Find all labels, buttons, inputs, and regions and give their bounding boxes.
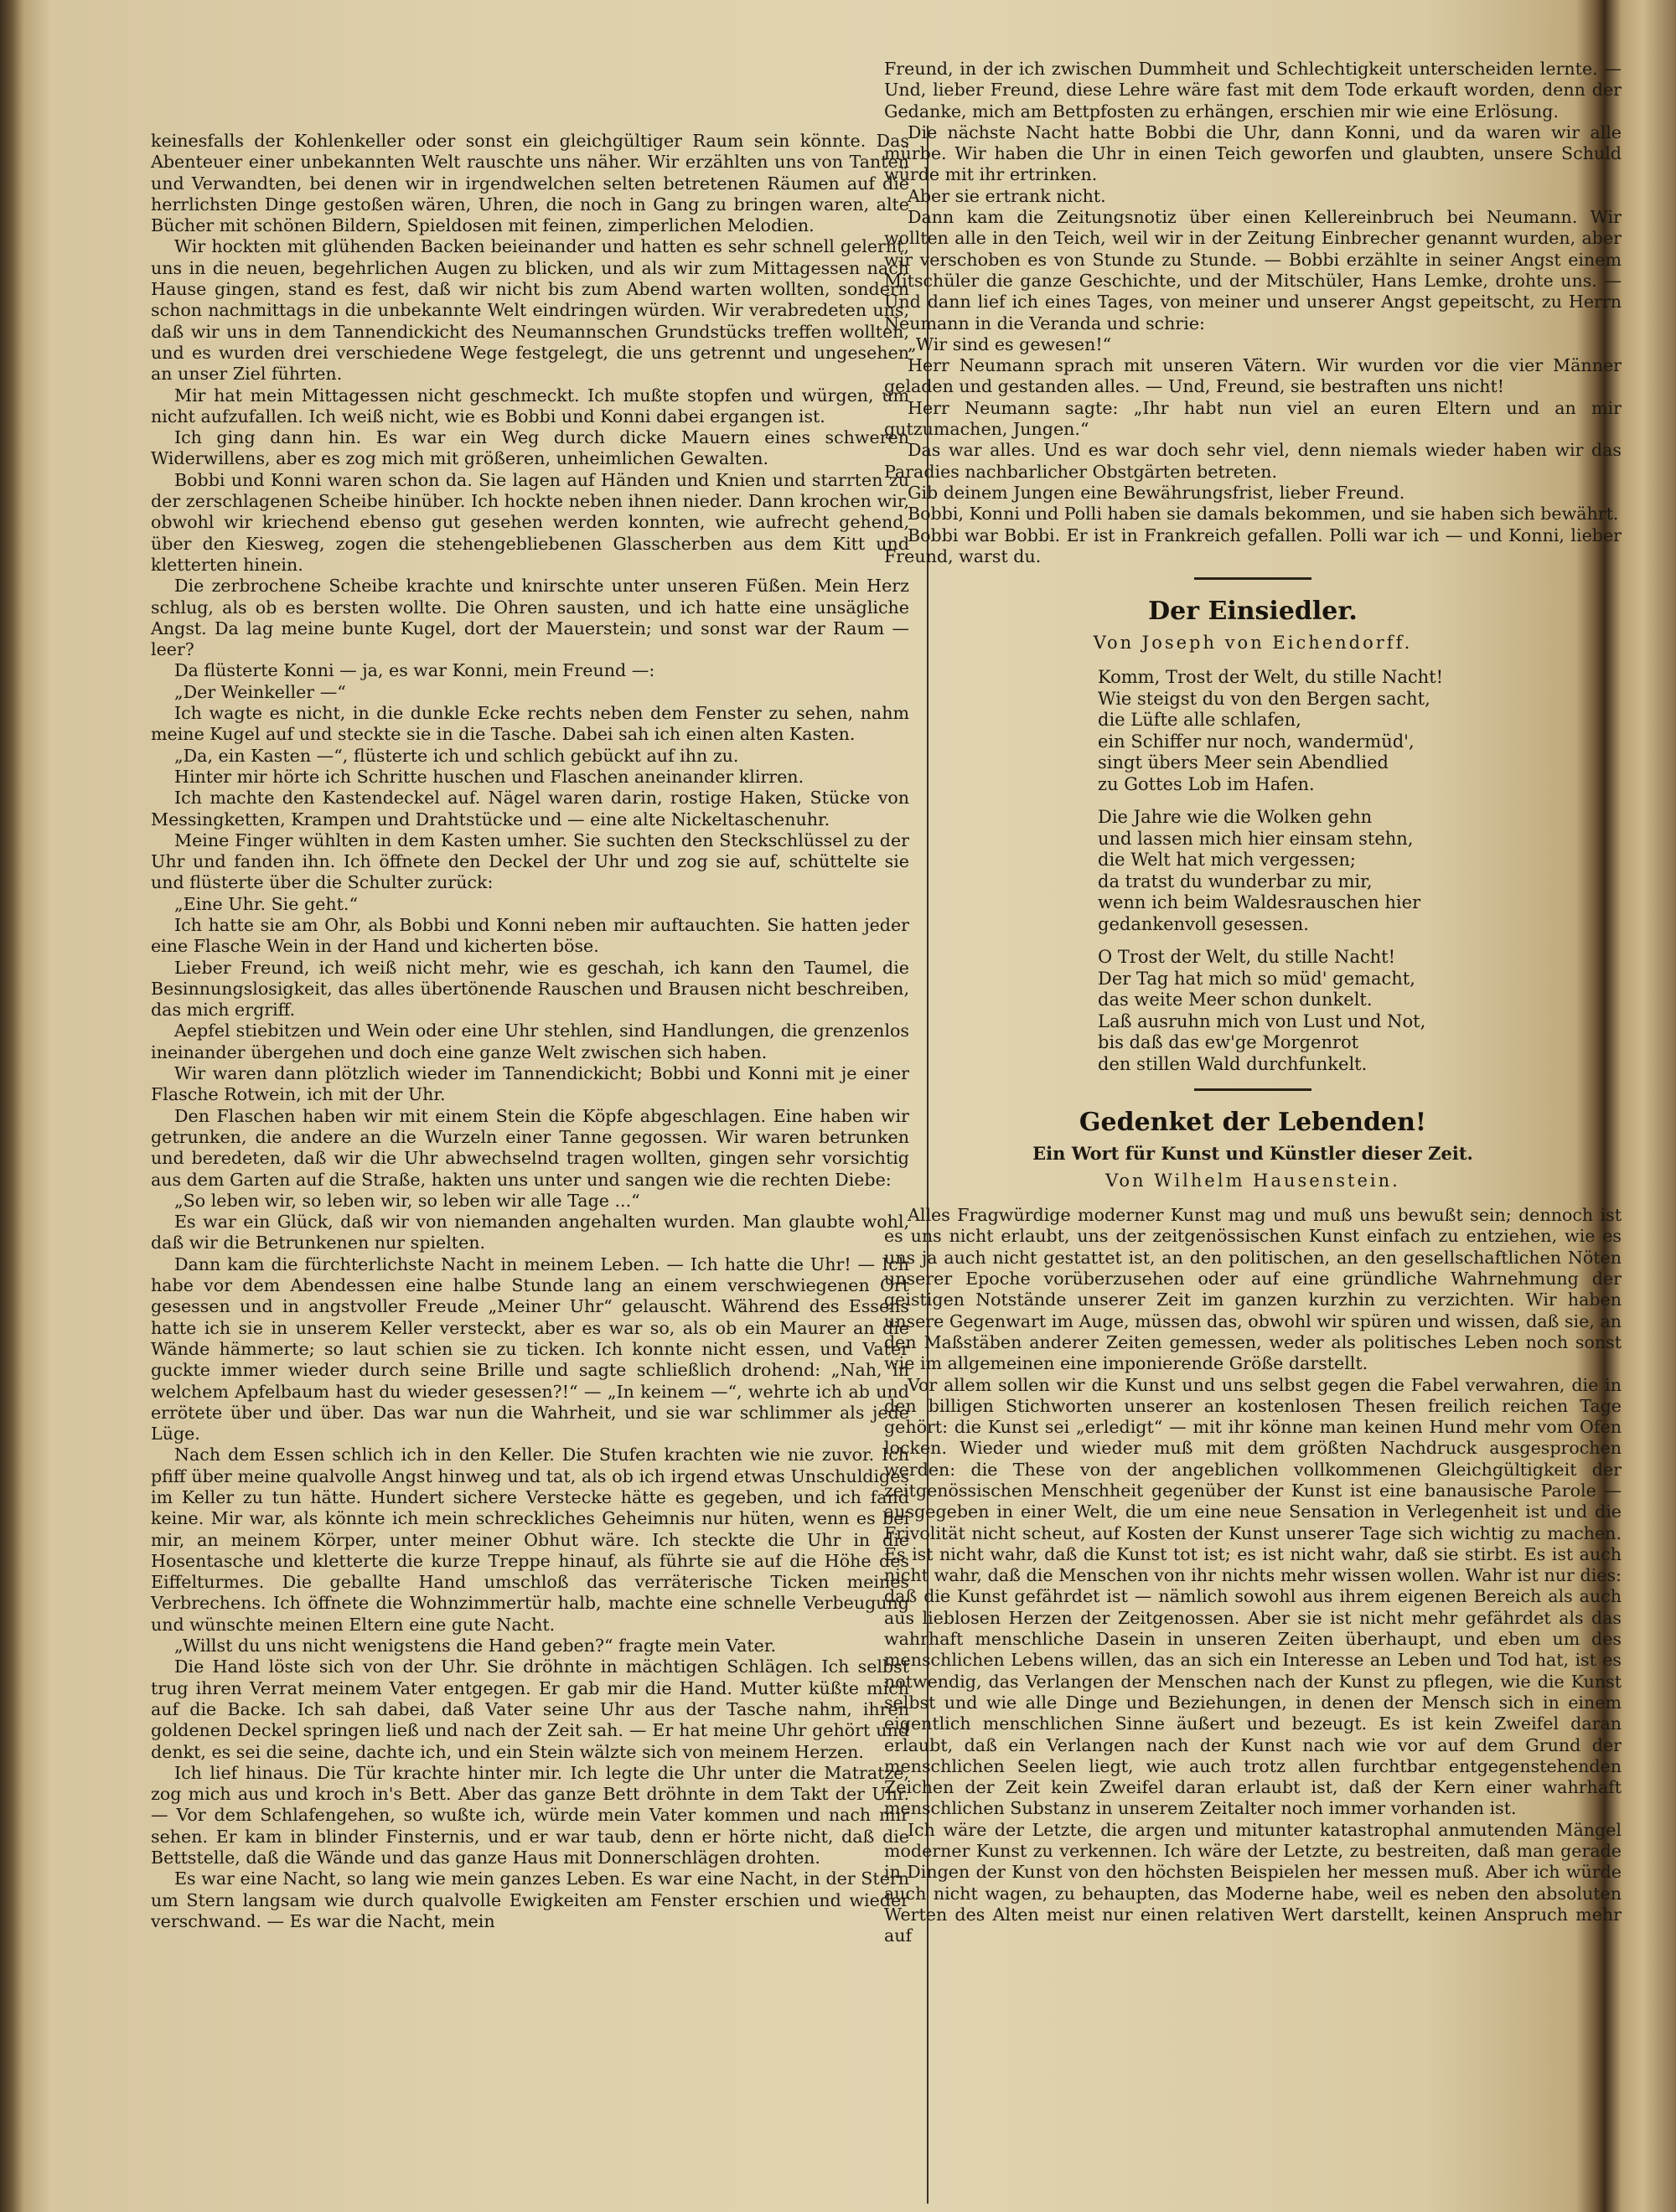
story-paragraph: Bobbi war Bobbi. Er ist in Frankreich gefallen. Polli war ich — und Konni, lieber Freund, warst du.: [884, 525, 1622, 566]
story-paragraph: Aepfel stiebitzen und Wein oder eine Uhr stehlen, sind Handlungen, die grenzenlos ineinander übergehen und doch eine ganze Welt zwischen sich haben.: [151, 1021, 909, 1062]
story-paragraph: Gib deinem Jungen eine Bewährungsfrist, lieber Freund.: [908, 482, 1405, 503]
story-paragraph: Da flüsterte Konni — ja, es war Konni, mein Freund —:: [174, 660, 655, 681]
section-rule: [1194, 577, 1311, 580]
story-paragraph: Herr Neumann sprach mit unseren Vätern. Wir wurden vor die vier Männer geladen und gestanden alles. — Und, Freund, sie bestraften uns nicht!: [884, 355, 1622, 397]
story-paragraph: „Wir sind es gewesen!“: [908, 333, 1112, 354]
story-paragraph: Dann kam die fürchterlichste Nacht in meinem Leben. — Ich hatte die Uhr! — Ich habe vor dem Abendessen eine halbe Stunde lang an einem verschwiegenen Ort gesessen und in angstvoller Freude „Meiner Uhr“ gelauscht. Während des Essens hatte ich sie in unserem Keller versteckt, aber es war so, als ob ein Maurer an die Wände hämmerte; so laut schien sie zu ticken. Ich konnte nicht essen, und Vater guckte immer wieder durch seine Brille und sagte schließlich drohend: „Nah, in welchem Apfelbaum hast du wieder gesessen?!“ — „In keinem —“, wehrte ich ab und errötete über und über. Das war nun die Wahrheit, und sie war schlimmer als jede Lüge.: [151, 1253, 909, 1445]
story-paragraph: Ich machte den Kastendeckel auf. Nägel waren darin, rostige Haken, Stücke von Messingketten, Krampen und Drahtstücke und — eine alte Nickeltaschenuhr.: [151, 788, 909, 830]
poem-line: zu Gottes Lob im Hafen.: [1098, 773, 1315, 794]
poem-line: bis daß das ew'ge Morgenrot: [1098, 1032, 1359, 1053]
story-column-left: [151, 131, 909, 1932]
section-rule: [1194, 1088, 1311, 1091]
poem-line: Die Jahre wie die Wolken gehn: [1098, 807, 1373, 828]
story-paragraph: „So leben wir, so leben wir, so leben wir alle Tage ...“: [174, 1190, 640, 1211]
poem-line: singt übers Meer sein Abendlied: [1098, 752, 1389, 773]
essay-paragraph: Alles Fragwürdige moderner Kunst mag und muß uns bewußt sein; dennoch ist es uns nicht erlaubt, uns der zeitgenössischen Kunst einfach zu entziehen, wie es uns ja auch nicht gestattet ist, an den politischen, an den gesellschaftlichen Nöten unserer Epoche vorüberzusehen oder auf eine gründliche Wahrnehmung der geistigen Notstände unserer Zeit im ganzen kurzhin zu verzichten. Wir haben unsere Gegenwart im Auge, müssen das, obwohl wir spüren und wissen, daß sie, an den Maßstäben anderer Zeiten gemessen, weder als politisches Leben noch sonst wie im allgemeinen eine imponierende Größe darstellt.: [884, 1205, 1622, 1374]
newspaper-page: [34, 59, 1622, 2204]
story-paragraph: Ich ging dann hin. Es war ein Weg durch dicke Mauern eines schweren Widerwillens, aber es zog mich mit größeren, unheimlichen Gewalten.: [151, 427, 909, 469]
essay-title: Gedenket der Lebenden!: [1079, 1108, 1427, 1138]
story-paragraph: „Willst du uns nicht wenigstens die Hand geben?“ fragte mein Vater.: [174, 1636, 776, 1656]
story-paragraph: Meine Finger wühlten in dem Kasten umher. Sie suchten den Steckschlüssel zu der Uhr und fanden ihn. Ich öffnete den Deckel der Uhr und zog sie auf, schüttelte sie und flüsterte über die Schulter zurück:: [151, 830, 909, 893]
poem-line: und lassen mich hier einsam stehn,: [1098, 828, 1414, 849]
poem-stanza: [1098, 807, 1622, 935]
story-paragraph: Wir waren dann plötzlich wieder im Tannendickicht; Bobbi und Konni mit je einer Flasche Rotwein, ich mit der Uhr.: [151, 1063, 909, 1105]
story-paragraph: Das war alles. Und es war doch sehr viel, denn niemals wieder haben wir das Paradies nachbarlicher Obstgärten betreten.: [884, 440, 1622, 482]
story-paragraph: Herr Neumann sagte: „Ihr habt nun viel an euren Eltern und an mir gutzumachen, Jungen.“: [884, 397, 1622, 440]
story-paragraph: Den Flaschen haben wir mit einem Stein die Köpfe abgeschlagen. Eine haben wir getrunken, die andere an die Wurzeln einer Tanne gegossen. Wir waren betrunken und beredeten, daß wir die Uhr abwechselnd tragen wollten, gingen sehr vorsichtig aus dem Garten auf die Straße, hakten uns unter und sangen wie die rechten Diebe:: [151, 1105, 909, 1190]
story-paragraph: Freund, in der ich zwischen Dummheit und Schlechtigkeit unterscheiden lernte. — Und, lieber Freund, diese Lehre wäre fast mit dem Tode erkauft worden, denn der Gedanke, mich am Bettpfosten zu erhängen, erschien mir wie eine Erlösung.: [884, 59, 1622, 121]
poem-line: wenn ich beim Waldesrauschen hier: [1098, 892, 1421, 913]
poem-title: Der Einsiedler.: [1148, 597, 1358, 627]
story-paragraph: Bobbi und Konni waren schon da. Sie lagen auf Händen und Knien und starrten zu der zerschlagenen Scheibe hinüber. Ich hockte neben ihnen nieder. Dann krochen wir, obwohl wir kriechend ebenso gut gesehen werden konnten, wie aufrecht gehend, über den Kiesweg, zogen die stehengebliebenen Glasscherben aus dem Kitt und kletterten hinein.: [151, 469, 909, 575]
essay-paragraph: Ich wäre der Letzte, die argen und mitunter katastrophal anmutenden Mängel moderner Kunst zu verkennen. Ich wäre der Letzte, zu bestreiten, daß man gerade in Dingen der Kunst von den höchsten Beispielen her messen muß. Aber ich würde auch nicht wagen, zu behaupten, das Moderne habe, weil es neben den absoluten Werten des Alten meist nur einen relativen Wert darstellt, keinen Anspruch mehr auf: [884, 1819, 1622, 1946]
story-paragraph: Ich wagte es nicht, in die dunkle Ecke rechts neben dem Fenster zu sehen, nahm meine Kugel auf und steckte sie in die Tasche. Dabei sah ich einen alten Kasten.: [151, 703, 909, 745]
story-paragraph: Mir hat mein Mittagessen nicht geschmeckt. Ich mußte stopfen und würgen, um nicht aufzufallen. Ich weiß nicht, wie es Bobbi und Konni dabei ergangen ist.: [151, 385, 909, 426]
poem-line: gedankenvoll gesessen.: [1098, 913, 1309, 934]
story-paragraph: Es war eine Nacht, so lang wie mein ganzes Leben. Es war eine Nacht, in der Stern um Stern langsam wie durch qualvolle Ewigkeiten am Fenster erschien und wieder verschwand. — Es war die Nacht, mein: [151, 1868, 909, 1931]
story-paragraph: Hinter mir hörte ich Schritte huschen und Flaschen aneinander klirren.: [174, 766, 804, 787]
poem-line: den stillen Wald durchfunkelt.: [1098, 1053, 1368, 1074]
essay-byline: Von Wilhelm Hausenstein.: [1105, 1171, 1400, 1191]
story-paragraph: Dann kam die Zeitungsnotiz über einen Kellereinbruch bei Neumann. Wir wollten alle in den Teich, weil wir in der Zeitung Einbrecher genannt wurden, aber wir verschoben es von Stunde zu Stunde. — Bobbi erzählte in seiner Angst einem Mitschüler die ganze Geschichte, und der Mitschüler, Hans Lemke, drohte uns. — Und dann lief ich eines Tages, von meiner und unserer Angst gepeitscht, zu Herrn Neumann in die Veranda und schrie:: [884, 207, 1622, 333]
poem-line: die Welt hat mich vergessen;: [1098, 850, 1356, 871]
poem-line: das weite Meer schon dunkelt.: [1098, 990, 1373, 1010]
story-paragraph: Lieber Freund, ich weiß nicht mehr, wie es geschah, ich kann den Taumel, die Besinnungslosigkeit, das alles übertönende Rauschen und Brausen nicht beschreiben, das mich ergriff.: [151, 957, 909, 1021]
poem-line: die Lüfte alle schlafen,: [1098, 710, 1301, 731]
story-paragraph: Die Hand löste sich von der Uhr. Sie dröhnte in mächtigen Schlägen. Ich selbst trug ihren Verrat meinem Vater entgegen. Er gab mir die Hand. Mutter küßte mich auf die Backe. Ich sah dabei, daß Vater seine Uhr aus der Tasche nahm, ihren goldenen Deckel springen ließ und nach der Zeit sah. — Er hat meine Uhr gehört und denkt, es sei die seine, dachte ich, und ein Stein wälzte sich von meinem Herzen.: [151, 1656, 909, 1762]
story-paragraph: Ich lief hinaus. Die Tür krachte hinter mir. Ich legte die Uhr unter die Matratze, zog mich aus und kroch in's Bett. Aber das ganze Bett dröhnte in dem Takt der Uhr. — Vor dem Schlafengehen, so wußte ich, würde mein Vater kommen und nach mir sehen. Er kam in blinder Finsternis, und er war taub, denn er hörte nicht, daß die Bettstelle, daß die Wände und das ganze Haus mit Donnerschlägen drohten.: [151, 1762, 909, 1868]
poem-stanza: [1098, 947, 1622, 1075]
poem-stanza: [1098, 667, 1622, 795]
essay-paragraph: Vor allem sollen wir die Kunst und uns selbst gegen die Fabel verwahren, die in den billigen Stichworten unserer an kostenlosen Thesen freilich reichen Tage gehört: die Kunst sei „erledigt“ — mit ihr könne man keinen Hund mehr vom Ofen locken. Wieder und wieder muß mit dem größten Nachdruck ausgesprochen werden: die These von der angeblichen vollkommenen Gleichgültigkeit der zeitgenössischen Menschheit gegenüber der Kunst ist eine banausische Parole — ausgegeben in einer Welt, die um eine neue Sensation in Verlegenheit ist und die Frivolität nicht scheut, auf Kosten der Kunst unserer Tage sich wichtig zu machen. Es ist nicht wahr, daß die Kunst tot ist; es ist nicht wahr, daß sie stirbt. Es ist auch nicht wahr, daß die Menschen von ihr nichts mehr wissen wollen. Wahr ist nur dies: daß die Kunst gefährdet ist — nämlich sowohl aus ihrem eigenen Bereich als auch aus lieblosen Herzen der Zeitgenossen. Aber sie ist nicht mehr gefährdet als das wahrhaft menschliche Dasein in unseren Zeiten überhaupt, und eben um des menschlichen Lebens willen, das an sich ein Interesse an Leben und Tod hat, ist es notwendig, das Verlangen der Menschen nach der Kunst zu pflegen, wie die Kunst selbst und wie alle Dinge und Beziehungen, in denen der Mensch sich in einem eigentlich menschlichen Sinne äußert und bezeugt. Es ist kein Zweifel daran erlaubt, daß ein Verlangen nach der Kunst nach wie vor auf dem Grund der menschlichen Seelen liegt, wie auch trotz allen furchtbar entgegenstehenden Zeichen der Zeit kein Zweifel daran erlaubt ist, daß der Kern einer wahrhaft menschlichen Substanz in unserem Zeitalter noch immer vorhanden ist.: [884, 1374, 1622, 1819]
story-paragraph: „Eine Uhr. Sie geht.“: [174, 893, 358, 914]
story-paragraph: Bobbi, Konni und Polli haben sie damals bekommen, und sie haben sich bewährt.: [908, 504, 1619, 525]
story-paragraph: Die zerbrochene Scheibe krachte und knirschte unter unseren Füßen. Mein Herz schlug, als ob es bersten wollte. Die Ohren sausten, und ich hatte eine unsägliche Angst. Da lag meine bunte Kugel, dort der Mauerstein; und sonst war der Raum — leer?: [151, 576, 909, 660]
poem-line: Komm, Trost der Welt, du stille Nacht!: [1098, 667, 1444, 688]
poem-line: O Trost der Welt, du stille Nacht!: [1098, 947, 1396, 968]
story-column-right: [884, 59, 1622, 1947]
poem-line: Wie steigst du von den Bergen sacht,: [1098, 688, 1430, 709]
poem-line: ein Schiffer nur noch, wandermüd',: [1098, 731, 1415, 752]
story-paragraph: Die nächste Nacht hatte Bobbi die Uhr, dann Konni, und da waren wir alle mürbe. Wir haben die Uhr in einen Teich geworfen und glaubten, unsere Schuld würde mit ihr ertrinken.: [884, 121, 1622, 185]
poem-line: Der Tag hat mich so müd' gemacht,: [1098, 968, 1415, 989]
story-paragraph: Ich hatte sie am Ohr, als Bobbi und Konni neben mir auftauchten. Sie hatten jeder eine Flasche Wein in der Hand und kicherten böse.: [151, 914, 909, 957]
poem-line: da tratst du wunderbar zu mir,: [1098, 871, 1373, 892]
story-paragraph: „Da, ein Kasten —“, flüsterte ich und schlich gebückt auf ihn zu.: [174, 745, 739, 766]
story-paragraph: Es war ein Glück, daß wir von niemanden angehalten wurden. Man glaubte wohl, daß wir die Betrunkenen nur spielten.: [151, 1212, 909, 1253]
story-paragraph: Wir hockten mit glühenden Backen beieinander und hatten es sehr schnell gelernt, uns in die neuen, begehrlichen Augen zu blicken, und als wir zum Mittagessen nach Hause gingen, stand es fest, daß wir nicht bis zum Abend warten wollten, sondern schon nachmittags in die unbekannte Welt eindringen würden. Wir verabredeten uns, daß wir uns in dem Tannendickicht des Neumannschen Grundstücks treffen wollten, und es wurden drei verschiedene Wege festgelegt, die uns getrennt und ungesehen an unser Ziel führten.: [151, 236, 909, 385]
poem: [1098, 667, 1622, 1075]
story-paragraph: „Der Weinkeller —“: [174, 681, 346, 702]
story-paragraph: Nach dem Essen schlich ich in den Keller. Die Stufen krachten wie nie zuvor. Ich pfiff über meine qualvolle Angst hinweg und tat, als ob ich irgend etwas Unschuldiges im Keller zu tun hätte. Hundert sichere Verstecke hätte es gegeben, und ich fand keine. Mir war, als könnte ich mein schreckliches Geheimnis nur hüten, wenn es bei mir, an meinem Körper, unter meiner Obhut wäre. Ich steckte die Uhr in die Hosentasche und kletterte die kurze Treppe hinauf, als führte sie auf die Höhe des Eiffelturmes. Die geballte Hand umschloß das verräterische Ticken meines Verbrechens. Ich öffnete die Wohnzimmertür halb, machte eine schnelle Verbeugung und wünschte meinen Eltern eine gute Nacht.: [151, 1445, 909, 1635]
poem-byline: Von Joseph von Eichendorff.: [1093, 633, 1413, 654]
essay-subtitle: Ein Wort für Kunst und Künstler dieser Zeit.: [1032, 1143, 1473, 1165]
poem-line: Laß ausruhn mich von Lust und Not,: [1098, 1010, 1426, 1031]
story-paragraph: keinesfalls der Kohlenkeller oder sonst ein gleichgültiger Raum sein könnte. Das Abenteuer einer unbekannten Welt rauschte uns näher. Wir erzählten uns von Tanten und Verwandten, bei denen wir in irgendwelchen selten betretenen Räumen auf die herrlichsten Dinge gestoßen wären, Uhren, die noch in Gang zu bringen waren, alte Bücher mit schönen Bildern, Spieldosen mit feinen, zimperlichen Melodien.: [151, 131, 909, 236]
story-paragraph: Aber sie ertrank nicht.: [908, 185, 1106, 206]
